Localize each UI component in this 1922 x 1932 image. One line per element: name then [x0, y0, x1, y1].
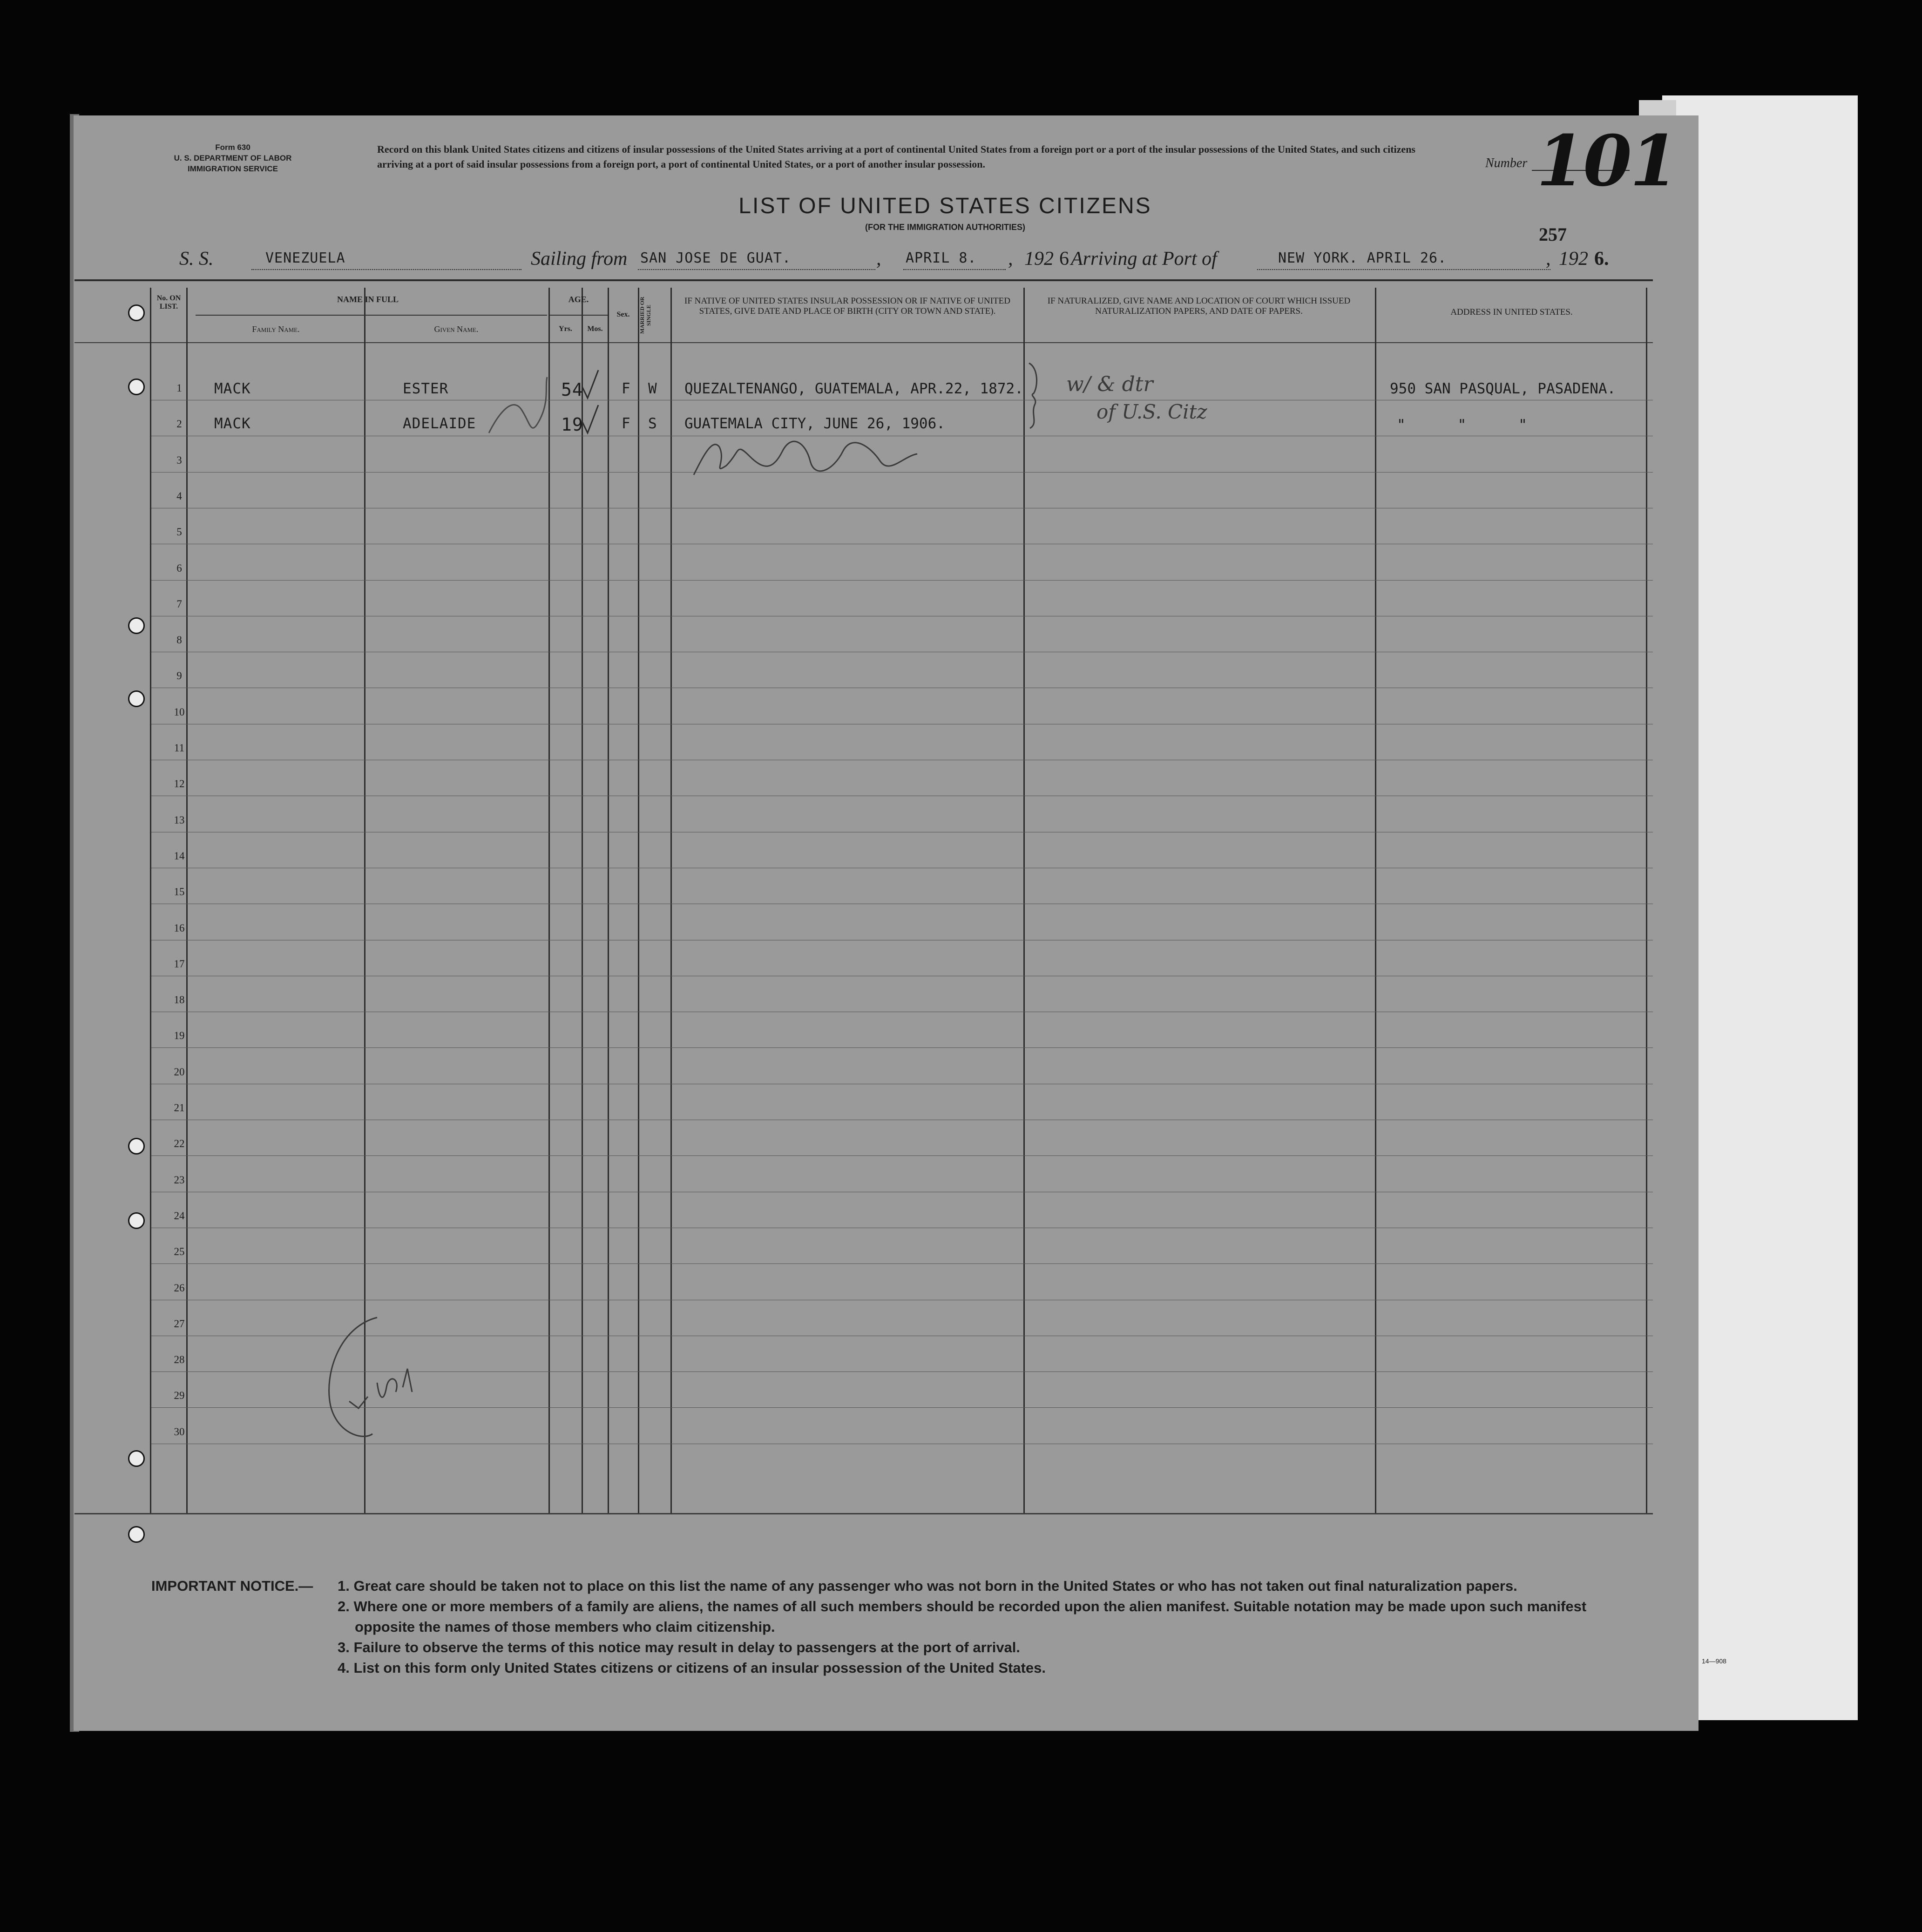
ss-label: S. S.: [179, 248, 214, 270]
sailing-date-underline: [903, 269, 1006, 270]
row-number: 22: [174, 1138, 185, 1149]
row-number: 21: [174, 1102, 185, 1114]
notice-item-4: 4. List on this form only United States citizens or citizens of an insular possession of the United States.: [338, 1660, 1046, 1676]
row-number: 5: [176, 526, 182, 538]
col-divider: [548, 288, 550, 1513]
notice-item-3: 3. Failure to observe the terms of this notice may result in delay to passengers at the port of arrival.: [338, 1639, 1021, 1655]
passenger-2-family-name: MACK: [214, 415, 251, 432]
row-number: 25: [174, 1246, 185, 1257]
naturalized-note-1: w/ & dtr: [1066, 372, 1153, 396]
table-top-border: [74, 279, 1653, 281]
row-number: 6: [176, 562, 182, 574]
service-name: IMMIGRATION SERVICE: [188, 164, 278, 173]
header-sex: Sex.: [616, 311, 630, 318]
row-number: 3: [176, 454, 182, 466]
row-number: 10: [174, 706, 185, 718]
header-given-name: Given Name.: [434, 324, 479, 334]
form-identifier: [149, 142, 317, 174]
col-divider: [1375, 288, 1376, 1513]
row-number: 18: [174, 994, 185, 1006]
col-divider: [1023, 288, 1025, 1513]
binder-hole: [128, 617, 145, 634]
arrival-info: NEW YORK. APRIL 26.: [1278, 250, 1447, 266]
header-married-or-single: MARRIED OR SINGLE: [639, 297, 652, 334]
row-rule: [151, 580, 1653, 581]
passenger-1-status: W: [648, 380, 657, 397]
handwritten-scribble-given: [484, 368, 549, 442]
passenger-1-sex: F: [622, 380, 631, 397]
table-bottom-border: [74, 1513, 1653, 1514]
row-number: 16: [174, 922, 185, 934]
binder-hole: [128, 690, 145, 707]
row-number: 4: [176, 490, 182, 502]
sailing-label: Sailing from: [531, 248, 628, 270]
row-number: 23: [174, 1174, 185, 1186]
row-number: 13: [174, 814, 185, 826]
row-number: 30: [174, 1426, 185, 1438]
comma-3: ,: [1546, 248, 1551, 270]
col-divider: [608, 288, 609, 1513]
binder-hole: [128, 1212, 145, 1229]
row-number: 12: [174, 778, 185, 790]
number-label: Number: [1485, 156, 1528, 170]
ship-name: VENEZUELA: [265, 250, 345, 266]
passenger-1-given-name: ESTER: [403, 380, 449, 397]
handwritten-circle-note: [321, 1308, 442, 1443]
footer-code: 14—908: [1702, 1657, 1726, 1665]
row-number: 17: [174, 958, 185, 970]
sailing-year-prefix: 192: [1024, 248, 1054, 270]
row-number: 29: [174, 1390, 185, 1401]
row-number: 28: [174, 1354, 185, 1365]
passenger-1-address: 950 SAN PASQUAL, PASADENA.: [1390, 380, 1616, 397]
row-number: 19: [174, 1030, 185, 1041]
header-yrs: Yrs.: [559, 325, 572, 333]
handwritten-signature-scrawl: [684, 428, 945, 484]
sailing-year-suffix: 6: [1059, 248, 1069, 270]
col-divider: [582, 288, 583, 1513]
col-divider: [638, 288, 639, 1513]
ship-underline: [251, 269, 521, 270]
row-rule: [151, 1047, 1653, 1048]
row-number: 26: [174, 1282, 185, 1294]
age-header-rule: [549, 315, 608, 316]
page-title: LIST OF UNITED STATES CITIZENS: [738, 194, 1152, 218]
passenger-2-given-name: ADELAIDE: [403, 415, 476, 432]
header-mos: Mos.: [587, 325, 603, 333]
notice-item-1: 1. Great care should be taken not to place on this list the name of any passenger who was not born in the United States or who has not taken out final naturalization papers.: [338, 1578, 1517, 1594]
row-number: 9: [176, 670, 182, 682]
name-header-rule: [196, 315, 547, 316]
from-port: SAN JOSE DE GUAT.: [640, 250, 792, 266]
passenger-2-sex: F: [622, 415, 631, 432]
binder-hole: [128, 304, 145, 321]
binder-hole: [128, 1450, 145, 1467]
row-number: 8: [176, 634, 182, 646]
department-name: U. S. DEPARTMENT OF LABOR: [174, 154, 292, 162]
row-rule: [151, 1263, 1653, 1264]
passenger-2-address-ditto: " " ": [1397, 417, 1527, 433]
row-number: 7: [176, 598, 182, 610]
passenger-2-age: 19: [561, 414, 583, 435]
manifest-sheet: [74, 115, 1699, 1731]
binder-hole: [128, 1138, 145, 1155]
arrival-year-suffix: 6.: [1594, 248, 1609, 270]
passenger-2-status: S: [648, 415, 657, 432]
row-number: 24: [174, 1210, 185, 1222]
col-divider: [670, 288, 672, 1513]
binder-hole: [128, 378, 145, 395]
comma-1: ,: [876, 248, 881, 270]
from-port-underline: [638, 269, 875, 270]
brace-mark: [1024, 358, 1043, 433]
header-family-name: Family Name.: [252, 324, 300, 334]
row-number: 27: [174, 1318, 185, 1330]
passenger-1-family-name: MACK: [214, 380, 251, 397]
header-no-on-list: No. ON LIST.: [156, 294, 181, 311]
header-naturalized: IF NATURALIZED, GIVE NAME AND LOCATION OF COURT WHICH ISSUED NATURALIZATION PAPERS, AND DATE OF PAPERS.: [1047, 296, 1351, 316]
row-number: 14: [174, 850, 185, 862]
header-name-in-full: NAME IN FULL: [337, 295, 399, 304]
age-check-marks: [577, 368, 610, 438]
passenger-1-birth: QUEZALTENANGO, GUATEMALA, APR.22, 1872.: [684, 380, 1023, 397]
form-number: Form 630: [215, 143, 250, 152]
passenger-1-age: 54: [561, 379, 583, 400]
record-instruction: Record on this blank United States citizens and citizens of insular possessions of the United States arriving at a port of continental United States from a foreign port or a port of the insular possessions of the United States, and such citizens arriving at a port of said insular possessions from a foreign port, a port of continental United States, or a port of another insular possession.: [377, 143, 1415, 170]
row-rule: [151, 1155, 1653, 1156]
passenger-2-birth: GUATEMALA CITY, JUNE 26, 1906.: [684, 415, 945, 432]
notice-item-2: 2. Where one or more members of a family are aliens, the names of all such members should be recorded upon the alien manifest. Suitable notation may be made upon such manifest opposite the names of those members who claim citizenship.: [338, 1598, 1587, 1635]
arrival-underline: [1257, 269, 1550, 270]
row-number: 20: [174, 1066, 185, 1078]
row-number: 11: [174, 742, 185, 754]
notice-heading: IMPORTANT NOTICE.—: [151, 1578, 313, 1594]
row-number: 15: [174, 886, 185, 898]
header-age: AGE.: [568, 295, 589, 304]
arriving-label: Arriving at Port of: [1071, 248, 1217, 270]
row-number: 1: [176, 382, 182, 394]
col-divider: [150, 288, 151, 1513]
header-address: ADDRESS IN UNITED STATES.: [1450, 307, 1573, 317]
col-divider: [1646, 288, 1647, 1513]
comma-2: ,: [1008, 248, 1013, 270]
list-number: 101: [1536, 120, 1677, 202]
row-number: 2: [176, 418, 182, 430]
header-birth: IF NATIVE OF UNITED STATES INSULAR POSSESSION OR IF NATIVE OF UNITED STATES, GIVE DATE AND PLACE OF BIRTH (CITY OR TOWN AND STATE).: [684, 296, 1010, 316]
page-subtitle: (FOR THE IMMIGRATION AUTHORITIES): [865, 223, 1025, 232]
overwritten-number: 257: [1539, 224, 1567, 245]
arrival-year-prefix: 192: [1559, 248, 1588, 270]
sailing-date: APRIL 8.: [906, 250, 977, 266]
header-bottom-border: [74, 342, 1653, 343]
binder-hole: [128, 1526, 145, 1543]
naturalized-note-2: of U.S. Citz: [1096, 400, 1207, 423]
